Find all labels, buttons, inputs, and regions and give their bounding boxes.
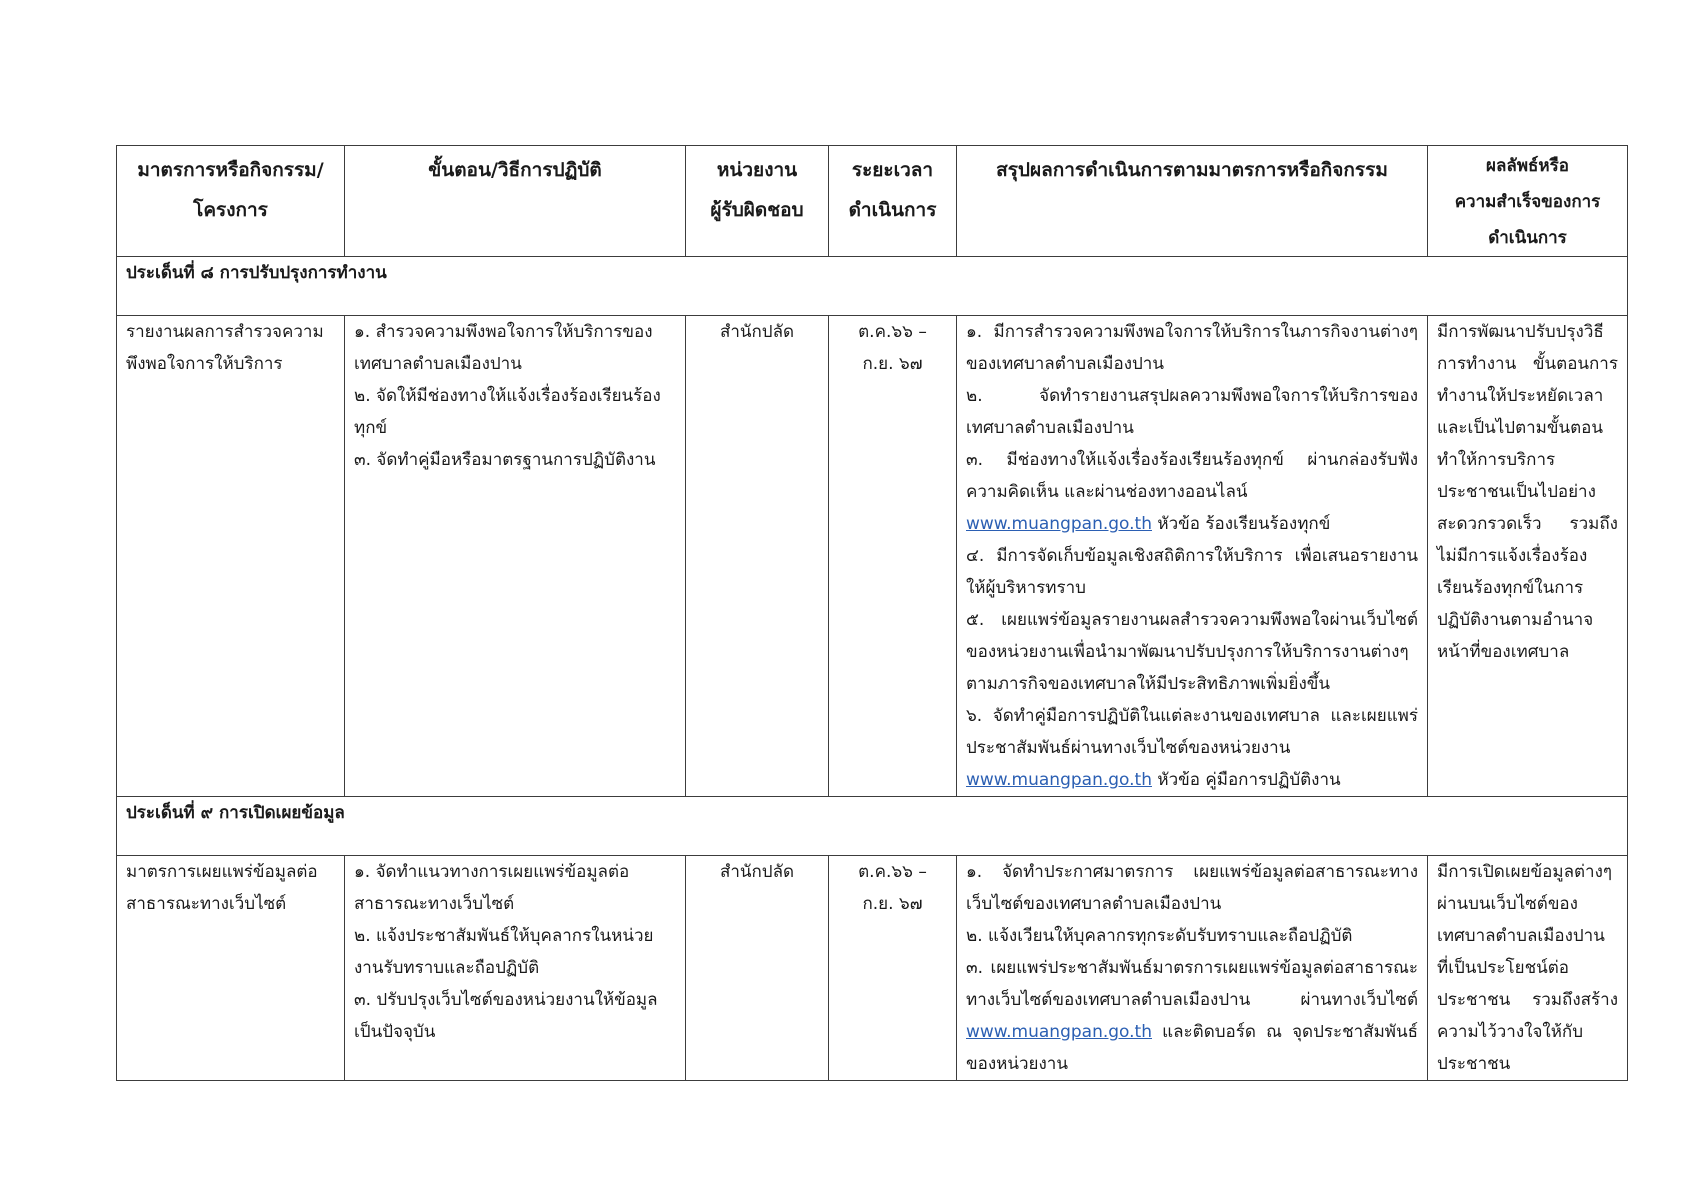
table-row (117, 856, 1628, 1081)
header-row (117, 146, 1628, 257)
summary-link-tail: หัวข้อ คู่มือการปฏิบัติงาน (1152, 770, 1341, 790)
section-row (117, 257, 1628, 316)
summary-item: ๖. จัดทำคู่มือการปฏิบัติในแต่ละงานของเทศบาล และเผยแพร่ประชาสัมพันธ์ผ่านทางเว็บไซต์ของหน่วยงาน (966, 706, 1418, 758)
result-cell: มีการเปิดเผยข้อมูลต่างๆผ่านบนเว็บไซต์ของเทศบาลตำบลเมืองปาน ที่เป็นประโยชน์ต่อประชาชน รวมถึงสร้างความไว้วางใจให้กับประชาชน (1428, 856, 1628, 1081)
header-measure-line1: มาตรการหรือกิจกรรม/ (137, 159, 324, 181)
summary-link-head: ๓. เผยแพร่ประชาสัมพันธ์มาตรการเผยแพร่ข้อมูลต่อสาธารณะทางเว็บไซต์ของเทศบาลตำบลเมืองปาน ผ่านทางเว็บไซต์ (966, 958, 1418, 1010)
step-item: ๑. จัดทำแนวทางการเผยแพร่ข้อมูลต่อสาธารณะทางเว็บไซต์ (354, 862, 630, 914)
header-steps: ขั้นตอน/วิธีการปฏิบัติ (345, 146, 686, 257)
period-end: ก.ย. ๖๗ (862, 354, 923, 374)
summary-item: ๑. มีการสำรวจความพึงพอใจการให้บริการในภารกิจงานต่างๆของเทศบาลตำบลเมืองปาน (966, 322, 1418, 374)
summary-cell (957, 856, 1428, 1081)
summary-item-link-line (966, 508, 1418, 540)
summary-item: ๒. แจ้งเวียนให้บุคลากรทุกระดับรับทราบและถือปฏิบัติ (966, 926, 1353, 946)
summary-item: ๑. จัดทำประกาศมาตรการ เผยแพร่ข้อมูลต่อสาธารณะทางเว็บไซต์ของเทศบาลตำบลเมืองปาน (966, 862, 1418, 914)
summary-item: ๒. จัดทำรายงานสรุปผลความพึงพอใจการให้บริการของเทศบาลตำบลเมืองปาน (966, 386, 1418, 438)
header-measure-line2: โครงการ (193, 199, 268, 221)
step-item: ๓. จัดทำคู่มือหรือมาตรฐานการปฏิบัติงาน (354, 450, 656, 470)
unit-cell: สำนักปลัด (686, 316, 829, 797)
step-item: ๑. สำรวจความพึงพอใจการให้บริการของเทศบาลตำบลเมืองปาน (354, 322, 653, 374)
section-row (117, 797, 1628, 856)
header-measure (117, 146, 345, 257)
measure-cell: มาตรการเผยแพร่ข้อมูลต่อสาธารณะทางเว็บไซต์ (117, 856, 345, 1081)
summary-link-tail: หัวข้อ ร้องเรียนร้องทุกข์ (1152, 514, 1331, 534)
step-item: ๒. จัดให้มีช่องทางให้แจ้งเรื่องร้องเรียนร้องทุกข์ (354, 386, 661, 438)
report-table (116, 145, 1628, 1081)
header-unit (686, 146, 829, 257)
summary-item: ๕. เผยแพร่ข้อมูลรายงานผลสำรวจความพึงพอใจผ่านเว็บไซต์ของหน่วยงานเพื่อนำมาพัฒนาปรับปรุงการให้บริการงานต่างๆตามภารกิจของเทศบาลให้มีประสิทธิภาพเพิ่มยิ่งขึ้น (966, 610, 1418, 694)
period-end: ก.ย. ๖๗ (862, 894, 923, 914)
header-unit-line1: หน่วยงาน (716, 159, 798, 181)
period-cell (829, 856, 957, 1081)
website-link[interactable]: www.muangpan.go.th (966, 514, 1152, 534)
header-summary: สรุปผลการดำเนินการตามมาตรการหรือกิจกรรม (957, 146, 1428, 257)
header-result-line1: ผลลัพธ์หรือ (1486, 156, 1569, 176)
measure-cell: รายงานผลการสำรวจความพึงพอใจการให้บริการ (117, 316, 345, 797)
website-link[interactable]: www.muangpan.go.th (966, 1022, 1152, 1042)
step-item: ๓. ปรับปรุงเว็บไซต์ของหน่วยงานให้ข้อมูลเป็นปัจจุบัน (354, 990, 658, 1042)
result-cell: มีการพัฒนาปรับปรุงวิธีการทำงาน ขั้นตอนการทำงานให้ประหยัดเวลา และเป็นไปตามขั้นตอนทำให้การบริการประชาชนเป็นไปอย่างสะดวกรวดเร็ว รวมถึงไม่มีการแจ้งเรื่องร้องเรียนร้องทุกข์ในการปฏิบัติงานตามอำนาจหน้าที่ของเทศบาล (1428, 316, 1628, 797)
summary-item-link-line (966, 764, 1418, 796)
header-result-line3: ดำเนินการ (1488, 228, 1567, 248)
steps-cell (345, 316, 686, 797)
table-row (117, 316, 1628, 797)
header-period (829, 146, 957, 257)
step-item: ๒. แจ้งประชาสัมพันธ์ให้บุคลากรในหน่วยงานรับทราบและถือปฏิบัติ (354, 926, 654, 978)
header-period-line2: ดำเนินการ (848, 199, 937, 221)
section-title: ประเด็นที่ ๘ การปรับปรุงการทำงาน (117, 257, 1628, 316)
summary-cell (957, 316, 1428, 797)
header-unit-line2: ผู้รับผิดชอบ (710, 199, 804, 221)
header-result (1428, 146, 1628, 257)
summary-item: ๔. มีการจัดเก็บข้อมูลเชิงสถิติการให้บริการ เพื่อเสนอรายงานให้ผู้บริหารทราบ (966, 546, 1418, 598)
header-result-line2: ความสำเร็จของการ (1454, 192, 1601, 212)
summary-link-tail: และติดบอร์ด ณ จุดประชาสัมพันธ์ของหน่วยงาน (966, 1022, 1418, 1074)
summary-item: ๓. มีช่องทางให้แจ้งเรื่องร้องเรียนร้องทุกข์ ผ่านกล่องรับฟังความคิดเห็น และผ่านช่องทางออนไลน์ (966, 450, 1418, 502)
steps-cell (345, 856, 686, 1081)
website-link[interactable]: www.muangpan.go.th (966, 770, 1152, 790)
section-title: ประเด็นที่ ๙ การเปิดเผยข้อมูล (117, 797, 1628, 856)
header-period-line1: ระยะเวลา (851, 159, 934, 181)
summary-item-link-line (966, 952, 1418, 1080)
unit-cell: สำนักปลัด (686, 856, 829, 1081)
period-start: ต.ค.๖๖ – (858, 862, 927, 882)
period-start: ต.ค.๖๖ – (858, 322, 927, 342)
period-cell (829, 316, 957, 797)
